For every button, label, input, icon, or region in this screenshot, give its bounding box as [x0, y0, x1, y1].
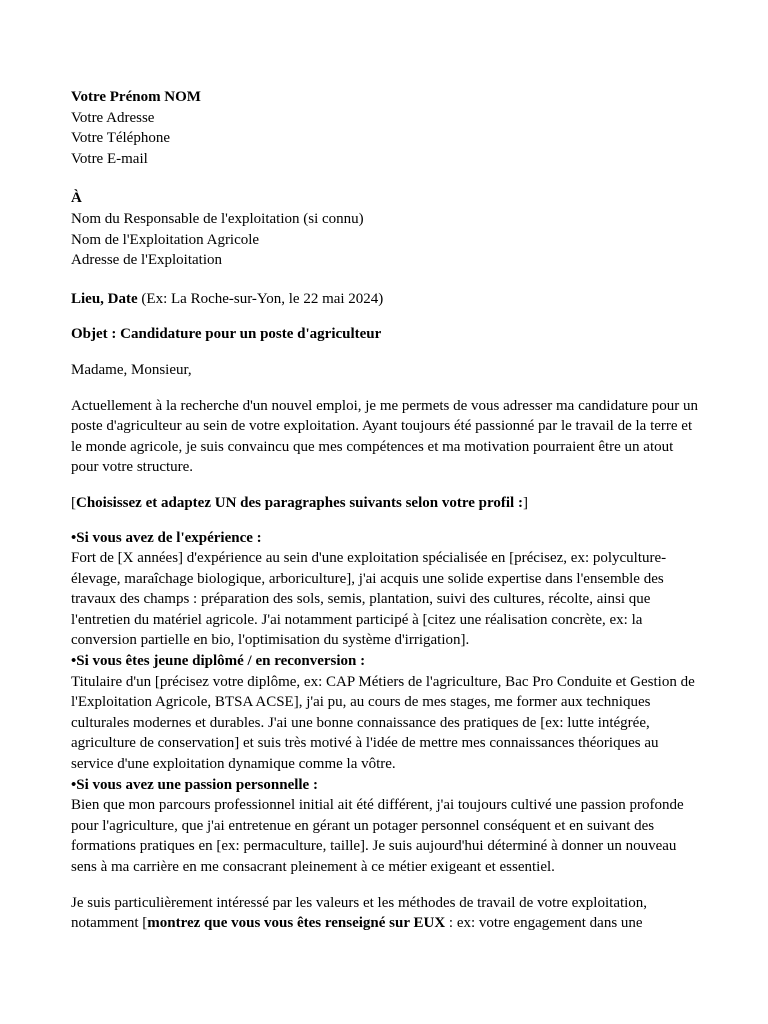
- bullet-icon: •: [71, 776, 77, 793]
- bullet-icon: •: [71, 529, 77, 546]
- closing-text-end: : ex: votre engagement dans une: [445, 915, 643, 932]
- closing-bold: montrez que vous vous êtes renseigné sur EUX: [147, 915, 446, 932]
- option-text: Bien que mon parcours professionnel initial ait été différent, j'ai toujours cultivé une passion profonde pour l'agriculture, que j'ai entretenue en gérant un potager personnel conséquent et en suivant des formations pratiques en [ex: permaculture, taille]. Je suis aujourd'hui déterminé à donner un nouveau sens à ma carrière en me consacrant pleinement à ce métier exigeant et essentiel.: [71, 797, 684, 875]
- option-title: [71, 651, 701, 672]
- option-passion: [71, 775, 701, 878]
- option-text: Titulaire d'un [précisez votre diplôme, ex: CAP Métiers de l'agriculture, Bac Pro Conduite et Gestion de l'Exploitation Agricole, BTSA ACSE], j'ai pu, au cours de mes stages, me former aux techniques culturales modernes et durables. J'ai une bonne connaissance des pratiques de [ex: lutte intégrée, agriculture de conservation] et suis très motivé à l'idée de mettre mes connaissances théoriques au service d'une exploitation dynamique comme la vôtre.: [71, 673, 695, 773]
- recipient-manager: Nom du Responsable de l'exploitation (si connu): [71, 210, 364, 227]
- closing-text-start: Je suis particulièrement intéressé par les valeurs et les méthodes de travail de votre exploitation, notamment [: [71, 894, 648, 932]
- instruction-text: Choisissez et adaptez UN des paragraphes suivants selon votre profil :: [76, 494, 523, 511]
- place-date-label: Lieu, Date: [71, 290, 138, 307]
- sender-name: Votre Prénom NOM: [71, 89, 201, 105]
- recipient-block: [71, 188, 701, 270]
- recipient-address: Adresse de l'Exploitation: [71, 252, 223, 269]
- recipient-to: À: [71, 190, 82, 207]
- sender-phone: Votre Téléphone: [71, 130, 171, 147]
- recipient-farm: Nom de l'Exploitation Agricole: [71, 231, 260, 248]
- option-experience: [71, 528, 701, 652]
- instruction-open-bracket: [: [71, 494, 76, 511]
- bullet-icon: •: [71, 653, 77, 670]
- place-date-line: [71, 289, 701, 310]
- closing-paragraph: [71, 893, 701, 934]
- option-graduate: [71, 651, 701, 775]
- option-title-text: Si vous avez de l'expérience :: [76, 529, 262, 546]
- place-date-example: (Ex: La Roche-sur-Yon, le 22 mai 2024): [137, 290, 384, 307]
- option-title: [71, 775, 701, 796]
- instruction-close-bracket: ]: [522, 494, 528, 511]
- sender-email: Votre E-mail: [71, 150, 148, 167]
- option-title-text: Si vous avez une passion personnelle :: [76, 776, 318, 793]
- option-text: Fort de [X années] d'expérience au sein d'une exploitation spécialisée en [précisez, ex: polyculture-élevage, maraîchage biologique, arboriculture], j'ai acquis une solide expertise dans l'ensemble des travaux des champs : préparation des sols, semis, plantation, suivi des cultures, récolte, ainsi que l'entretien du matériel agricole. J'ai notamment participé à [citez une réalisation concrète, ex: la conversion partielle en bio, l'optimisation du système d'irrigation].: [71, 550, 667, 649]
- intro-paragraph: Actuellement à la recherche d'un nouvel emploi, je me permets de vous adresser ma candidature pour un poste d'agriculteur au sein de votre exploitation. Ayant toujours été passionné par le travail de la terre et le monde agricole, je suis convaincu que mes compétences et ma motivation pourraient être un atout pour votre structure.: [71, 397, 699, 476]
- salutation: Madame, Monsieur,: [71, 361, 192, 378]
- sender-block: [71, 87, 701, 169]
- option-title-text: Si vous êtes jeune diplômé / en reconversion :: [76, 653, 366, 670]
- letter-page: [71, 87, 701, 934]
- option-title: [71, 528, 701, 549]
- subject-line: Objet : Candidature pour un poste d'agriculteur: [71, 326, 382, 343]
- sender-address: Votre Adresse: [71, 109, 155, 126]
- profile-options: [71, 528, 701, 878]
- instruction-line: [71, 493, 701, 514]
